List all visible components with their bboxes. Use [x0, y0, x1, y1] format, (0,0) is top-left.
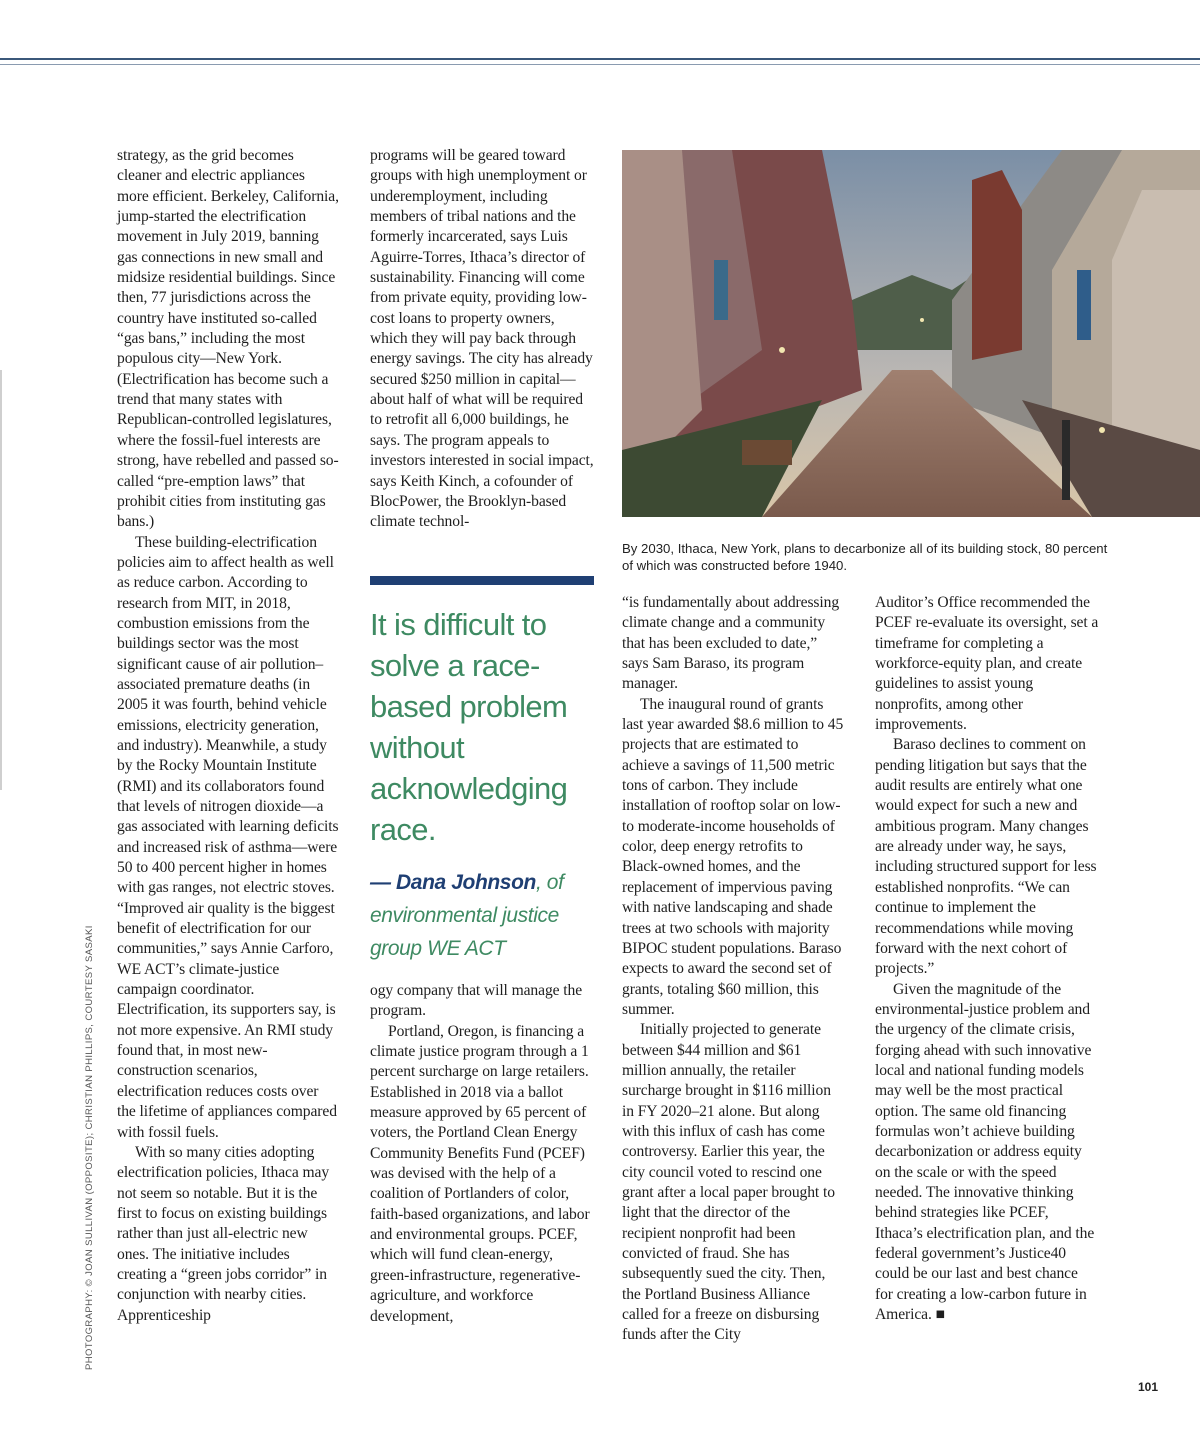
- page-edge: [0, 370, 2, 790]
- paragraph: Given the magnitude of the environmental-justice problem and the urgency of the climate crisis, forging ahead with such innovative local and national funding models may well be the most practical option. The same old financing formulas won’t achieve building decarbonization or address equity on the scale or with the speed needed. The innovative thinking behind strategies like PCEF, Ithaca’s electrification plan, and the federal government’s Justice40 could be our last and best chance for creating a low-carbon future in America. ■: [875, 980, 1095, 1324]
- paragraph: Initially projected to generate between $44 million and $61 million annually, the retailer surcharge brought in $116 million in FY 2020–21 alone. But along with this influx of cash has come controversy. Earlier this year, the city council voted to rescind one grant after a local paper brought to light that the director of the recipient nonprofit had been convicted of fraud. She has subsequently sued the city. Then, the Portland Business Alliance called for a freeze on disbursing funds after the City: [622, 1021, 835, 1344]
- attribution-affiliation: , of environmental justice group WE ACT: [370, 871, 564, 960]
- photo-caption: By 2030, Ithaca, New York, plans to decarbonize all of its building stock, 80 percent of which was constructed before 1940.: [622, 541, 1108, 573]
- column-1: [117, 146, 340, 1326]
- attribution-name: Dana Johnson: [396, 871, 536, 894]
- top-rule-thin: [0, 64, 1200, 65]
- paragraph: The inaugural round of grants last year awarded $8.6 million to 45 projects that are estimated to achieve a savings of 11,500 metric tons of carbon. They include installation of rooftop solar on low- to moderate-income households of color, deep energy retrofits to Black-owned homes, and the replacement of impervious paving with native landscaping and shade trees at two schools with majority BIPOC student populations. Baraso expects to award the second set of grants, totaling $60 million, this summer.: [622, 695, 844, 1018]
- page-number: 101: [1138, 1380, 1159, 1394]
- paragraph: These building-electrification policies aim to affect health as well as reduce carbon. According to research from MIT, in 2018, combustion emissions from the buildings sector was the most significant cause of air pollution–associated premature deaths (in 2005 it was fourth, behind vehicle emissions, electricity generation, and industry). Meanwhile, a study by the Rocky Mountain Institute (RMI) and its collaborators found that levels of nitrogen dioxide—a gas associated with learning deficits and increased risk of asthma—were 50 to 400 percent higher in homes with gas ranges, not electric stoves. “Improved air quality is the biggest benefit of electrification for our communities,” says Annie Carforo, WE ACT’s climate-justice campaign coordinator. Electrification, its supporters say, is not more expensive. An RMI study found that, in most new-construction scenarios, electrification reduces costs over the lifetime of appliances compared with fossil fuels.: [117, 533, 339, 1141]
- column-3: [622, 593, 846, 1346]
- ithaca-commons-image: [622, 150, 1200, 517]
- paragraph: ogy company that will manage the program.: [370, 982, 583, 1020]
- street-photo: [622, 150, 1200, 517]
- column-2-bottom: [370, 981, 594, 1327]
- photo-credit: PHOTOGRAPHY: © JOAN SULLIVAN (OPPOSITE); CHRISTIAN PHILLIPS, COURTESY SASAKI: [84, 925, 95, 1370]
- pull-quote-bar: [370, 576, 594, 585]
- attribution-dash: —: [370, 871, 397, 894]
- column-4: [875, 593, 1099, 1325]
- paragraph: Portland, Oregon, is financing a climate justice program through a 1 percent surcharge on large retailers. Established in 2018 via a ballot measure approved by 65 percent of voters, the Portland Clean Energy Community Benefits Fund (PCEF) was devised with the help of a coalition of Portlanders of color, faith-based organizations, and labor and environmental groups. PCEF, which will fund clean-energy, green-infrastructure, regenerative-agriculture, and workforce development,: [370, 1022, 590, 1325]
- paragraph: With so many cities adopting electrification policies, Ithaca may not seem so notable. But it is the first to focus on existing buildings rather than just all-electric new ones. The initiative includes creating a “green jobs corridor” in conjunction with nearby cities. Apprenticeship: [117, 1143, 330, 1324]
- paragraph: programs will be geared toward groups with high unemployment or underemployment, including members of tribal nations and the formerly incarcerated, says Luis Aguirre-Torres, Ithaca’s director of sustainability. Financing will come from private equity, providing low-cost loans to property owners, which they will pay back through energy savings. The city has already secured $250 million in capital—about half of what will be required to retrofit all 6,000 buildings, he says. The program appeals to investors interested in social impact, says Keith Kinch, a cofounder of BlocPower, the Brooklyn-based climate technol-: [370, 147, 594, 531]
- pull-quote-attribution: [370, 866, 600, 965]
- column-2-top: [370, 146, 594, 533]
- pull-quote: It is difficult to solve a race-based problem without acknowledging race.: [370, 607, 568, 847]
- paragraph: “is fundamentally about addressing climate change and a community that has been excluded to date,” says Sam Baraso, its program manager.: [622, 594, 840, 693]
- paragraph: Auditor’s Office recommended the PCEF re-evaluate its oversight, set a timeframe for completing a workforce-equity plan, and create guidelines to assist young nonprofits, among other improvements.: [875, 594, 1099, 734]
- paragraph: strategy, as the grid becomes cleaner and electric appliances more efficient. Berkeley, California, jump-started the electrification movement in July 2019, banning gas connections in new small and midsize residential buildings. Since then, 77 jurisdictions across the country have instituted so-called “gas bans,” including the most populous city—New York. (Electrification has become such a trend that many states with Republican-controlled legislatures, where the fossil-fuel interests are strong, have rebelled and passed so-called “pre-emption laws” that prohibit cities from instituting gas bans.): [117, 147, 339, 531]
- top-rule: [0, 58, 1200, 60]
- paragraph: Baraso declines to comment on pending litigation but says that the audit results are entirely what one would expect for such a new and ambitious program. Many changes are already under way, he says, including structured support for less established nonprofits. “We can continue to implement the recommendations while moving forward with the next cohort of projects.”: [875, 736, 1097, 978]
